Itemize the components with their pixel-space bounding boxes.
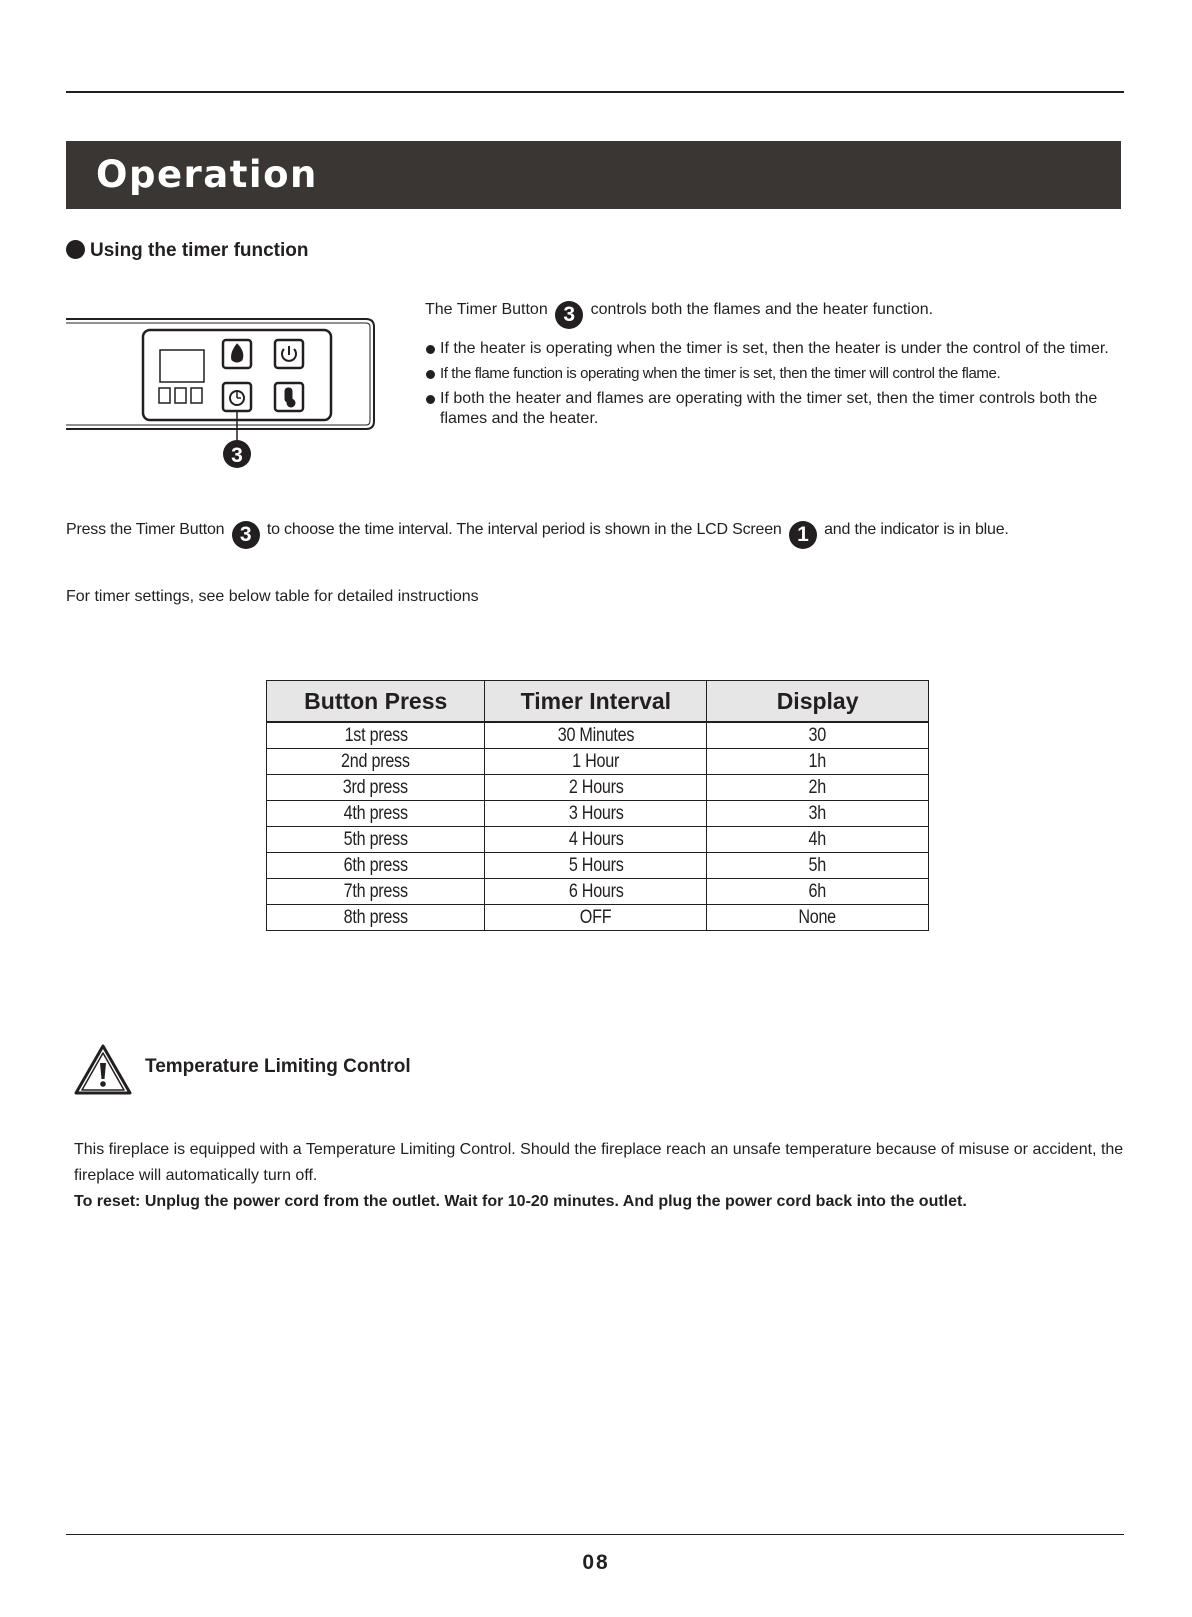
press-instruction [66, 521, 1009, 549]
table-cell: 1 Hour [572, 750, 620, 772]
table-cell: 1st press [344, 724, 408, 746]
table-cell: 6h [808, 880, 827, 902]
table-cell: 8th press [343, 906, 408, 928]
table-row [267, 722, 929, 749]
table-cell: 3h [808, 802, 827, 824]
press-part1: Press the Timer Button [66, 521, 225, 538]
warning-title: Temperature Limiting Control [145, 1056, 411, 1077]
callout-badge-1: 1 [789, 521, 817, 549]
table-cell: None [798, 906, 837, 928]
warning-icon [73, 1043, 133, 1097]
settings-note: For timer settings, see below table for detailed instructions [66, 588, 479, 605]
column-header: Timer Interval [485, 681, 707, 723]
table-cell: 1h [808, 750, 827, 772]
table-row [267, 775, 929, 801]
callout-badge-3: 3 [232, 521, 260, 549]
table-cell: 3rd press [343, 776, 409, 798]
timer-settings-table [266, 680, 929, 931]
table-row [267, 905, 929, 931]
top-rule [66, 91, 1124, 93]
table-cell: OFF [580, 906, 612, 928]
reset-instruction: To reset: Unplug the power cord from the outlet. Wait for 10-20 minutes. And plug the power cord back into the outlet. [74, 1193, 967, 1210]
table-cell: 6 Hours [568, 880, 624, 902]
press-part3: and the indicator is in blue. [824, 521, 1009, 538]
callout-badge-3: 3 [555, 301, 583, 329]
table-row [267, 879, 929, 905]
table-cell: 30 Minutes [557, 724, 635, 746]
bottom-rule [66, 1534, 1124, 1535]
table-cell: 6th press [343, 854, 408, 876]
table-cell: 2h [808, 776, 827, 798]
table-cell: 7th press [343, 880, 408, 902]
warning-paragraph: This fireplace is equipped with a Temperature Limiting Control. Should the fireplace reach an unsafe temperature because of misuse or accident, the fireplace will automatically turn off. [74, 1141, 1124, 1184]
table-cell: 30 [808, 724, 827, 746]
timer-bullets [425, 339, 1125, 429]
table-row [267, 801, 929, 827]
control-panel-illustration [66, 316, 386, 486]
bullet-dot-icon [66, 240, 85, 259]
press-part2: to choose the time interval. The interval period is shown in the LCD Screen [266, 521, 782, 538]
bullet-item: If the heater is operating when the timer is set, then the heater is under the control of the timer. [425, 339, 1125, 359]
panel-callout-label: 3 [231, 444, 243, 467]
warning-body [74, 1137, 1134, 1215]
table-cell: 2nd press [341, 750, 411, 772]
table-row [267, 827, 929, 853]
table-cell: 2 Hours [568, 776, 624, 798]
table-cell: 5h [808, 854, 827, 876]
bullet-item: If the flame function is operating when the timer is set, then the timer will control the flame. [425, 364, 1125, 384]
intro-post: controls both the flames and the heater function. [590, 301, 934, 318]
page-number: 08 [582, 1551, 610, 1574]
intro-pre: The Timer Button [425, 301, 548, 318]
table-cell: 3 Hours [568, 802, 624, 824]
table-cell: 4h [808, 828, 827, 850]
subheading [66, 240, 309, 262]
table-cell: 4 Hours [568, 828, 624, 850]
timer-intro-line [425, 300, 1125, 329]
subheading-text: Using the timer function [90, 240, 309, 261]
section-title: Operation [96, 153, 318, 196]
table-row [267, 853, 929, 879]
section-banner [66, 141, 1121, 209]
table-row [267, 749, 929, 775]
table-cell: 4th press [343, 802, 408, 824]
column-header: Button Press [267, 681, 485, 723]
table-header-row [267, 681, 929, 723]
table-cell: 5th press [343, 828, 408, 850]
bullet-item: If both the heater and flames are operating with the timer set, then the timer controls both the flames and the heater. [425, 389, 1125, 429]
table-cell: 5 Hours [568, 854, 624, 876]
timer-intro [425, 300, 1125, 434]
column-header: Display [707, 681, 929, 723]
